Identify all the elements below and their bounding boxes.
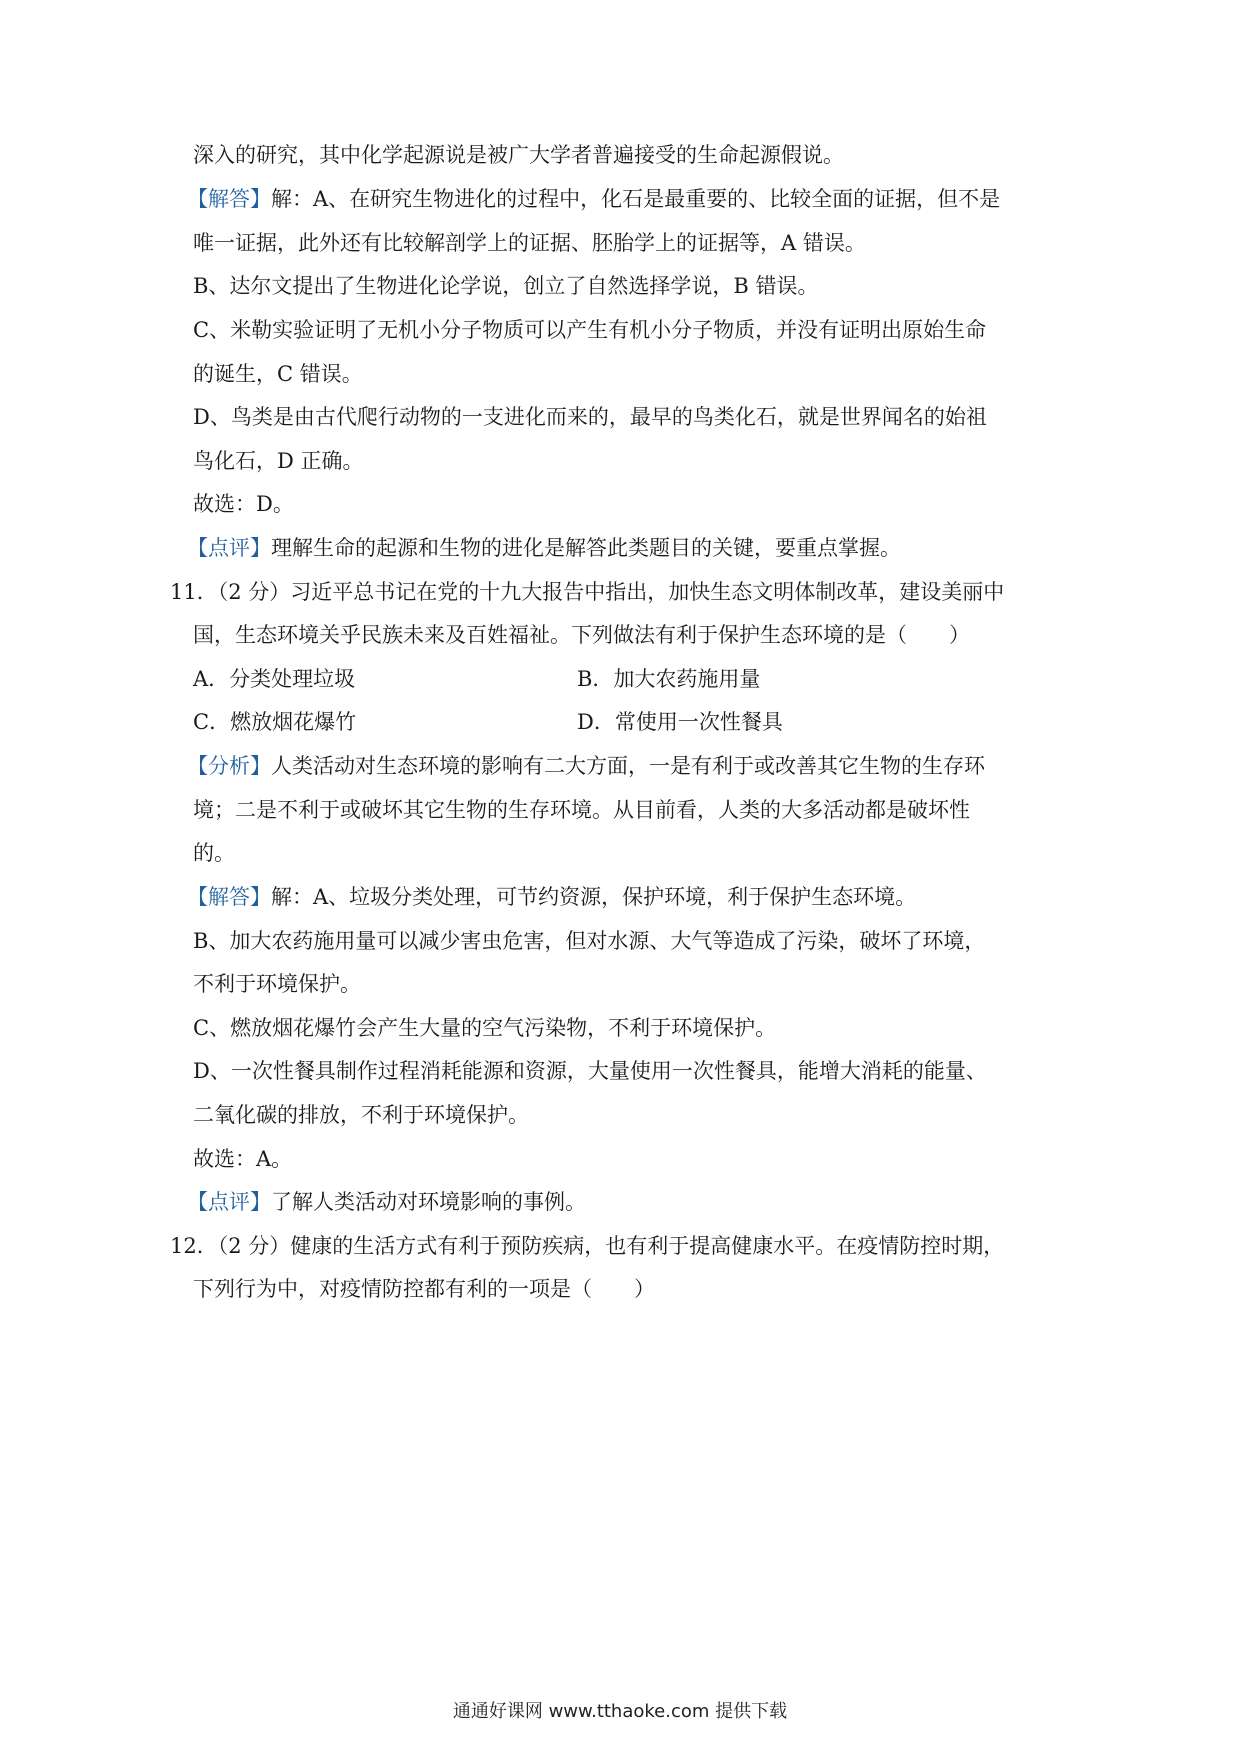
answer-tag: 【解答】 (187, 187, 271, 211)
option-b: B．加大农药施用量 (577, 667, 761, 691)
answer-line: 的诞生，C 错误。 (193, 362, 363, 386)
answer-line: C、燃放烟花爆竹会产生大量的空气污染物，不利于环境保护。 (193, 1016, 777, 1040)
question-stem: 下列行为中，对疫情防控都有利的一项是（ ） (193, 1277, 655, 1301)
answer-line: B、加大农药施用量可以减少害虫危害，但对水源、大气等造成了污染，破坏了环境， (193, 929, 986, 953)
comment-line (187, 1187, 586, 1217)
option-d: D．常使用一次性餐具 (577, 710, 783, 734)
paragraph-line: 深入的研究，其中化学起源说是被广大学者普遍接受的生命起源假说。 (193, 143, 844, 167)
option-c: C．燃放烟花爆竹 (193, 710, 357, 734)
footer-text: 通通好课网 www.tthaoke.com 提供下载 (452, 1701, 788, 1722)
option-a: A．分类处理垃圾 (193, 667, 356, 691)
comment-tag: 【点评】 (187, 1190, 271, 1214)
choice-line: 故选：A。 (193, 1147, 293, 1171)
analysis-text: 人类活动对生态环境的影响有二大方面，一是有利于或改善其它生物的生存环 (271, 754, 985, 778)
answer-text: 解：A、在研究生物进化的过程中，化石是最重要的、比较全面的证据，但不是 (271, 187, 1001, 211)
comment-tag: 【点评】 (187, 536, 271, 560)
answer-line: 不利于环境保护。 (193, 972, 361, 996)
question-stem: 国，生态环境关乎民族未来及百姓福祉。下列做法有利于保护生态环境的是（ ） (193, 623, 970, 647)
answer-line: D、鸟类是由古代爬行动物的一支进化而来的，最早的鸟类化石，就是世界闻名的始祖 (193, 405, 987, 429)
answer-line: 唯一证据，此外还有比较解剖学上的证据、胚胎学上的证据等，A 错误。 (193, 231, 866, 255)
answer-line (187, 184, 1000, 214)
analysis-line: 的。 (193, 841, 235, 865)
answer-line: 二氧化碳的排放，不利于环境保护。 (193, 1103, 529, 1127)
answer-line: C、米勒实验证明了无机小分子物质可以产生有机小分子物质，并没有证明出原始生命 (193, 318, 987, 342)
question-stem: 11．（2 分）习近平总书记在党的十九大报告中指出，加快生态文明体制改革，建设美丽中 (170, 580, 1005, 604)
question-stem: 12．（2 分）健康的生活方式有利于预防疾病，也有利于提高健康水平。在疫情防控时期， (170, 1234, 1005, 1258)
answer-text: 解：A、垃圾分类处理，可节约资源，保护环境，利于保护生态环境。 (271, 885, 917, 909)
answer-tag: 【解答】 (187, 885, 271, 909)
comment-text: 理解生命的起源和生物的进化是解答此类题目的关键，要重点掌握。 (271, 536, 901, 560)
analysis-tag: 【分析】 (187, 754, 271, 778)
comment-line (187, 533, 901, 563)
analysis-line (187, 751, 985, 781)
answer-line (187, 882, 916, 912)
choice-line: 故选：D。 (193, 492, 294, 516)
answer-line: B、达尔文提出了生物进化论学说，创立了自然选择学说，B 错误。 (193, 274, 819, 298)
answer-line: D、一次性餐具制作过程消耗能源和资源，大量使用一次性餐具，能增大消耗的能量、 (193, 1059, 987, 1083)
answer-line: 鸟化石，D 正确。 (193, 449, 364, 473)
analysis-line: 境；二是不利于或破坏其它生物的生存环境。从目前看，人类的大多活动都是破坏性 (193, 798, 970, 822)
comment-text: 了解人类活动对环境影响的事例。 (271, 1190, 586, 1214)
